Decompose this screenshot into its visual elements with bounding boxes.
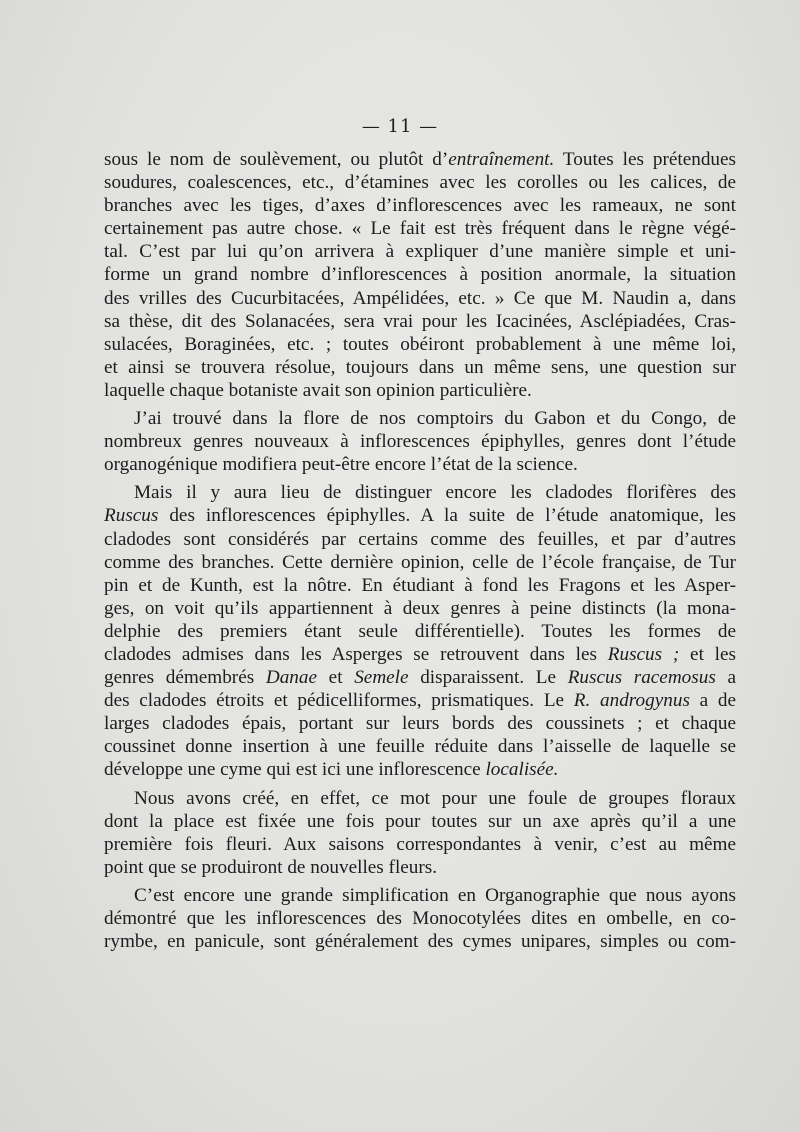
text-run: des inflorescences épiphylles. A la suite de l’étude anatomique, les — [158, 505, 736, 527]
text-line — [104, 407, 736, 430]
text-run: a de — [689, 690, 736, 712]
italic-text: R. androgynus — [573, 690, 690, 712]
text-line — [104, 930, 736, 953]
text-run: certainement pas autre chose. « Le fait est très fréquent dans le règne végé- — [104, 218, 736, 240]
text-line — [104, 907, 736, 930]
text-run: organogénique modifiera peut-être encore l’état de la science. — [104, 454, 578, 476]
paragraph — [104, 407, 736, 476]
text-run: pin et de Kunth, est la nôtre. En étudiant à fond les Fragons et les Asper- — [104, 574, 736, 596]
text-run: C’est encore une grande simplification en Organographie que nous ayons — [134, 884, 736, 906]
text-line — [104, 833, 736, 856]
text-run: Nous avons créé, en effet, ce mot pour une foule de groupes floraux — [134, 787, 736, 809]
italic-text: entraînement. — [448, 149, 555, 170]
text-line — [104, 574, 736, 597]
italic-text: Danae — [265, 667, 318, 689]
body-text — [104, 148, 736, 953]
text-line — [104, 310, 736, 333]
text-run: a — [715, 667, 736, 689]
text-line — [104, 712, 736, 735]
text-run: et — [317, 667, 355, 689]
text-run: ges, on voit qu’ils appartiennent à deux genres à peine distincts (la mona- — [104, 597, 736, 619]
text-line — [104, 689, 736, 712]
italic-text: localisée. — [485, 759, 559, 781]
text-line — [104, 481, 736, 504]
text-line — [104, 528, 736, 551]
text-run: développe une cyme qui est ici une inflorescence — [104, 759, 486, 781]
text-line — [104, 148, 736, 171]
italic-text: Ruscus — [104, 505, 159, 527]
text-line — [104, 856, 736, 879]
text-run: Toutes les prétendues — [554, 149, 736, 170]
text-run: et ainsi se trouvera résolue, toujours dans un même sens, une question sur — [104, 356, 736, 378]
text-line — [104, 597, 736, 620]
text-run: première fois fleuri. Aux saisons correspondantes à venir, c’est au même — [104, 833, 736, 855]
paragraph — [104, 148, 736, 402]
text-line — [104, 194, 736, 217]
italic-text: Semele — [354, 667, 409, 689]
text-line — [104, 356, 736, 379]
text-line — [104, 620, 736, 643]
italic-text: Ruscus ; — [607, 643, 680, 665]
text-line — [104, 240, 736, 263]
text-run: disparaissent. Le — [408, 667, 568, 689]
text-line — [104, 643, 736, 666]
text-run: démontré que les inflorescences des Monocotylées dites en ombelle, en co- — [104, 908, 736, 929]
text-run: et les — [679, 643, 736, 665]
text-run: nombreux genres nouveaux à inflorescences épiphylles, genres dont l’étude — [104, 431, 736, 453]
text-run: point que se produiront de nouvelles fleurs. — [104, 856, 438, 878]
text-run: genres démembrés — [104, 667, 266, 689]
text-run: coussinet donne insertion à une feuille réduite dans l’aisselle de laquelle se — [104, 736, 736, 758]
text-line — [104, 263, 736, 286]
text-line — [104, 217, 736, 240]
text-line — [104, 287, 736, 310]
paragraph — [104, 884, 736, 953]
text-run: J’ai trouvé dans la flore de nos comptoirs du Gabon et du Congo, de — [134, 408, 736, 430]
text-line — [104, 430, 736, 453]
text-line — [104, 884, 736, 907]
text-run: delphie des premiers étant seule différentielle). Toutes les formes de — [104, 620, 736, 642]
text-run: sulacées, Boraginées, etc. ; toutes obéiront probablement à une même loi, — [104, 333, 736, 355]
text-line — [104, 735, 736, 758]
text-run: larges cladodes épais, portant sur leurs bords des coussinets ; et chaque — [104, 713, 736, 735]
text-line — [104, 379, 736, 402]
text-line — [104, 333, 736, 356]
text-run: dont la place est fixée une fois pour toutes sur un axe après qu’il a une — [104, 810, 736, 832]
text-run: sa thèse, dit des Solanacées, sera vrai pour les Icacinées, Asclépiadées, Cras- — [104, 310, 736, 332]
text-line — [104, 810, 736, 833]
text-line — [104, 551, 736, 574]
text-run: forme un grand nombre d’inflorescences à position anormale, la situation — [104, 264, 736, 286]
page-number: — 11 — — [361, 116, 439, 137]
text-run: des cladodes étroits et pédicelliformes, prismatiques. Le — [104, 690, 574, 712]
text-line — [104, 171, 736, 194]
text-run: rymbe, en panicule, sont généralement des cymes unipares, simples ou com- — [104, 931, 736, 953]
text-run: branches avec les tiges, d’axes d’inflorescences avec les rameaux, ne sont — [104, 195, 736, 217]
text-run: cladodes sont considérés par certains comme des feuilles, et par d’autres — [104, 528, 736, 550]
text-line — [104, 787, 736, 810]
text-line — [104, 504, 736, 527]
italic-text: Ruscus racemosus — [567, 667, 716, 689]
paragraph — [104, 787, 736, 879]
text-line — [104, 453, 736, 476]
paragraph — [104, 481, 736, 781]
text-run: soudures, coalescences, etc., d’étamines avec les corolles ou les calices, de — [104, 172, 736, 194]
text-run: des vrilles des Cucurbitacées, Ampélidées, etc. » Ce que M. Naudin a, dans — [104, 287, 736, 309]
text-run: comme des branches. Cette dernière opinion, celle de l’école française, de Tur — [104, 551, 736, 573]
text-run: sous le nom de soulèvement, ou plutôt d’ — [104, 149, 449, 170]
text-line — [104, 758, 736, 781]
text-line — [104, 666, 736, 689]
text-run: Mais il y aura lieu de distinguer encore les cladodes florifères des — [134, 482, 736, 504]
text-run: cladodes admises dans les Asperges se retrouvent dans les — [104, 643, 608, 665]
text-run: laquelle chaque botaniste avait son opinion particulière. — [104, 379, 532, 401]
text-run: tal. C’est par lui qu’on arrivera à expliquer d’une manière simple et uni- — [104, 241, 736, 263]
